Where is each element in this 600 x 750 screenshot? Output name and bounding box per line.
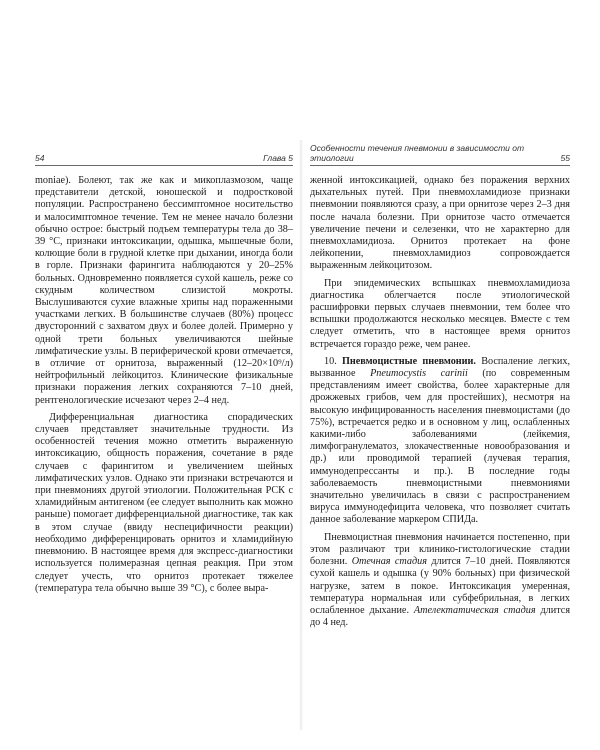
left-page-header bbox=[35, 150, 293, 166]
paragraph-4-part-c: длится до 4 нед. bbox=[310, 604, 571, 629]
right-paragraph-3 bbox=[310, 356, 570, 527]
paragraph-4-part-a: Пневмоцистная пневмония начинается постепенно, при этом различают три клинико-гистологические стадии болезни. bbox=[310, 531, 570, 568]
paragraph-3-part-b: (по современным представлениям имеет свойства, более характерные для дрожжевых грибов, чем для простейших), несмотря на высокую инфицированность населения пневмоцистами (до 75%), встречается редко и в основном у лиц, ослабленных какими-либо заболеваниями (лейкемия, лимфогранулематоз, злокачественные новообразования и др.) или проводимой терапией (лучевая терапия, иммунодепрессанты и пр.). В последние годы заболеваемость пневмоцистными пневмониями значительно увеличилась в связи с распространением вируса иммунодефицита человека, что позволяет считать данное заболевание маркером СПИДа. bbox=[310, 368, 570, 526]
left-page bbox=[35, 150, 293, 710]
left-running-head: Глава 5 bbox=[263, 153, 293, 163]
paragraph-4-part-b: длится 7–10 дней. Появляются сухой кашель и одышка (у 90% больных) при физической нагрузке, затем в покое. Интоксикация умеренная, температура нормальная или субфебрильная, в легких ослабленное дыхание. bbox=[310, 556, 571, 616]
left-paragraph-1: moniae). Болеют, так же как и микоплазмозом, чаще представители детской, юношеской и подростковой популяции. Распространено бессимптомное носительство и малосимптомное течение. Тем не менее начало болезни обычно острое: быстрый подъем температуры тела до 38–39 °С, признаки интоксикации, одышка, мышечные боли, колющие боли в грудной клетке при дыхании, иногда боли в горле. Признаки фарингита наблюдаются у 20–25% больных. Одновременно появляется сухой кашель, реже со скудным количеством слизистой мокроты. Выслушиваются сухие влажные хрипы над пораженными участками легких. В большинстве случаев (80%) процесс двусторонний с захватом двух и более долей. Примерно у одной трети больных увеличиваются шейные лимфатические узлы. В периферической крови отмечается, в отличие от орнитоза, выраженный (12–20×10⁹/л) нейтрофильный лейкоцитоз. Клинические физикальные признаки поражения легких сохраняются 7–10 дней, рентгенологические исчезают через 2–4 нед. bbox=[35, 175, 293, 406]
right-page-body bbox=[310, 175, 570, 629]
right-paragraph-2: При эпидемических вспышках пневмохламидиоза диагностика облегчается после этиологической расшифровки первых случаев пневмонии, тем более что вспышки продолжаются несколько месяцев. Вместе с тем следует отметить, что в настоящее время орнитоз встречается гораздо реже, чем ранее. bbox=[310, 277, 570, 350]
left-paragraph-2: Дифференциальная диагностика спорадических случаев представляет значительные трудности. Из особенностей течения можно отметить выраженную интоксикацию, общность поражения, сочетание в ряде случаев с фарингитом и увеличением шейных лимфатических узлов. Однако эти признаки встречаются и при пневмониях другой этиологии. Положительная РСК с хламидийным антигеном (ее следует выполнить как можно раньше) помогает дифференциальной диагностике, так как в этом случае (ввиду неспецифичности реакции) необходимо дифференцировать орнитоз и хламидийную пневмонию. В настоящее время для экспресс-диагностики используется полимеразная цепная реакция. При этом следует учесть, что орнитоз протекает тяжелее (температура тела обычно выше 39 °С), с более выра- bbox=[35, 411, 293, 594]
right-page-header bbox=[310, 143, 570, 166]
organism-name: Pneumocystis carinii bbox=[370, 368, 468, 380]
book-gutter bbox=[299, 140, 303, 730]
stage-edematous: Отечная стадия bbox=[351, 556, 427, 568]
stage-atelectatic: Ателектатическая стадия bbox=[413, 604, 536, 616]
right-paragraph-4 bbox=[310, 532, 570, 630]
section-heading: Пневмоцистные пневмонии. bbox=[341, 355, 476, 367]
right-paragraph-1: женной интоксикацией, однако без поражения верхних дыхательных путей. При пневмохламидиозе признаки пневмонии появляются сразу, а при орнитозе через 2–3 дня после начала болезни. При орнитозе часто отмечается увеличение печени и селезенки, что не характерно для пневмохламидиоза. Орнитоз протекает на фоне лейкопении, пневмохламидиоз сопровождается выраженным лейкоцитозом. bbox=[310, 175, 570, 272]
right-page bbox=[310, 143, 571, 710]
section-number: 10. bbox=[324, 355, 337, 367]
right-page-number: 55 bbox=[560, 153, 570, 163]
left-page-body bbox=[35, 175, 293, 595]
right-running-head: Особенности течения пневмонии в зависимости от этиологии bbox=[310, 143, 525, 163]
paragraph-3-part-a: Воспаление легких, вызванное bbox=[310, 355, 570, 380]
left-page-number: 54 bbox=[35, 153, 45, 163]
